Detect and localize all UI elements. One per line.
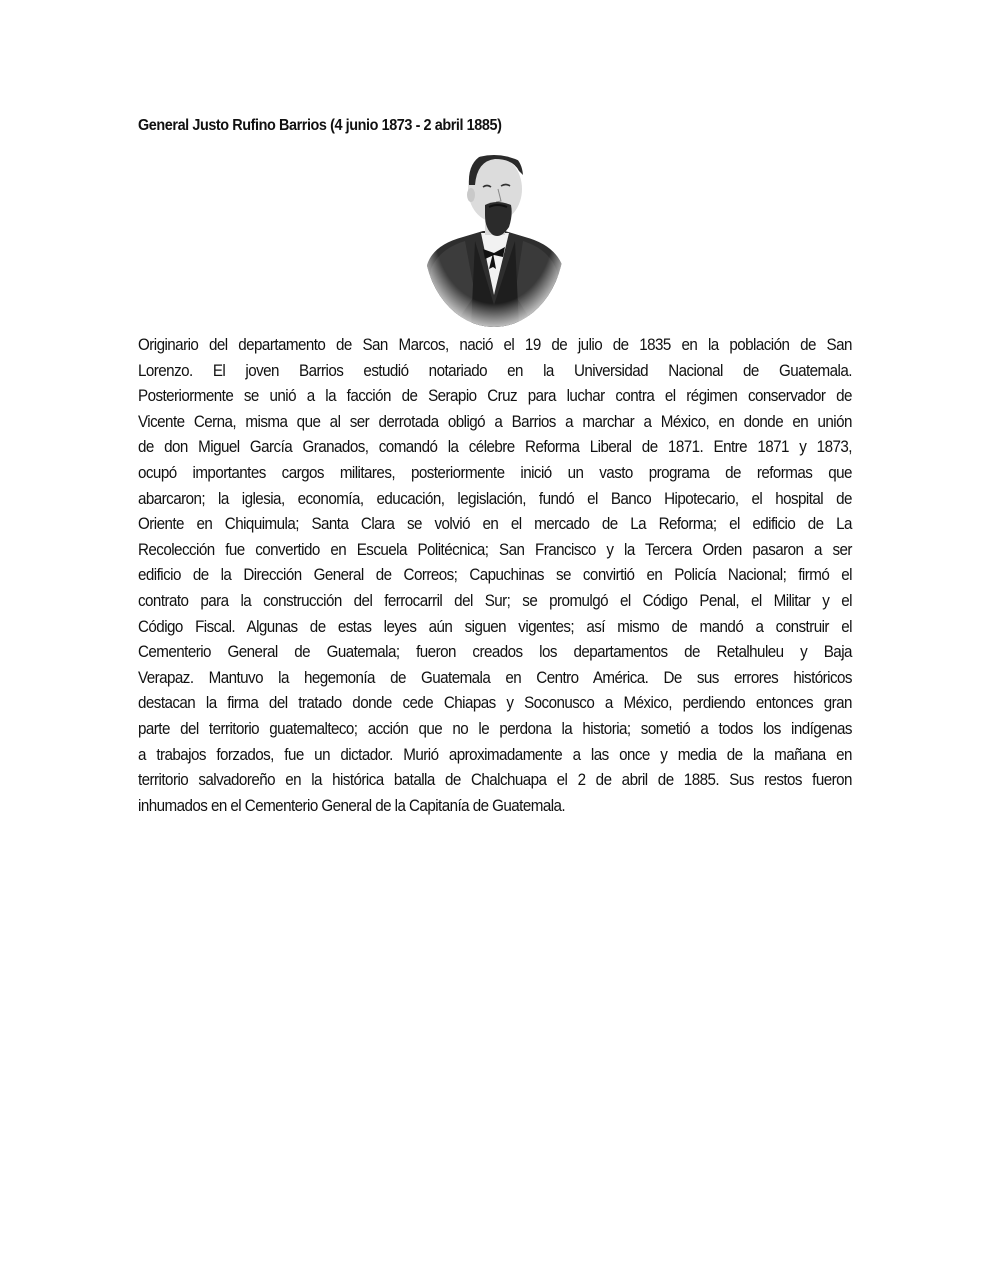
biography-paragraph (138, 333, 852, 819)
portrait-image (423, 145, 565, 327)
paragraph-line: Recolección fue convertido en Escuela Politécnica; San Francisco y la Tercera Orden pasaron a ser (138, 540, 852, 559)
paragraph-line: ocupó importantes cargos militares, posteriormente inició un vasto programa de reformas que (138, 463, 852, 482)
paragraph-line: Verapaz. Mantuvo la hegemonía de Guatemala en Centro América. De sus errores históricos (138, 668, 852, 687)
paragraph-line: contrato para la construcción del ferrocarril del Sur; se promulgó el Código Penal, el Militar y el (138, 591, 852, 610)
paragraph-line: Código Fiscal. Algunas de estas leyes aún siguen vigentes; así mismo de mandó a construir el (138, 617, 852, 636)
paragraph-line: Vicente Cerna, misma que al ser derrotada obligó a Barrios a marchar a México, en donde en unión (138, 412, 852, 431)
paragraph-line: de don Miguel García Granados, comandó la célebre Reforma Liberal de 1871. Entre 1871 y 1873, (138, 438, 852, 457)
paragraph-line: territorio salvadoreño en la histórica batalla de Chalchuapa el 2 de abril de 1885. Sus restos fueron (138, 771, 852, 790)
paragraph-line: Originario del departamento de San Marcos, nació el 19 de julio de 1835 en la población de San (138, 336, 852, 354)
paragraph-line: a trabajos forzados, fue un dictador. Murió aproximadamente a las once y media de la mañana en (138, 745, 852, 764)
paragraph-line: Lorenzo. El joven Barrios estudió notariado en la Universidad Nacional de Guatemala. (138, 361, 852, 380)
paragraph-line: edificio de la Dirección General de Correos; Capuchinas se convirtió en Policía Nacional; firmó el (138, 566, 852, 585)
paragraph-line: Posteriormente se unió a la facción de Serapio Cruz para luchar contra el régimen conservador de (138, 387, 852, 406)
paragraph-line: Oriente en Chiquimula; Santa Clara se volvió en el mercado de La Reforma; el edificio de La (138, 515, 852, 534)
paragraph-line: destacan la firma del tratado donde cede Chiapas y Soconusco a México, perdiendo entonces gran (138, 694, 852, 713)
paragraph-line: Cementerio General de Guatemala; fueron creados los departamentos de Retalhuleu y Baja (138, 643, 852, 662)
paragraph-line: abarcaron; la iglesia, economía, educación, legislación, fundó el Banco Hipotecario, el hospital de (138, 489, 852, 508)
paragraph-line: inhumados en el Cementerio General de la Capitanía de Guatemala. (138, 796, 566, 815)
paragraph-line: parte del territorio guatemalteco; acción que no le perdona la historia; sometió a todos los indígenas (138, 719, 852, 738)
document-title: General Justo Rufino Barrios (4 junio 1873 - 2 abril 1885) (138, 117, 502, 134)
